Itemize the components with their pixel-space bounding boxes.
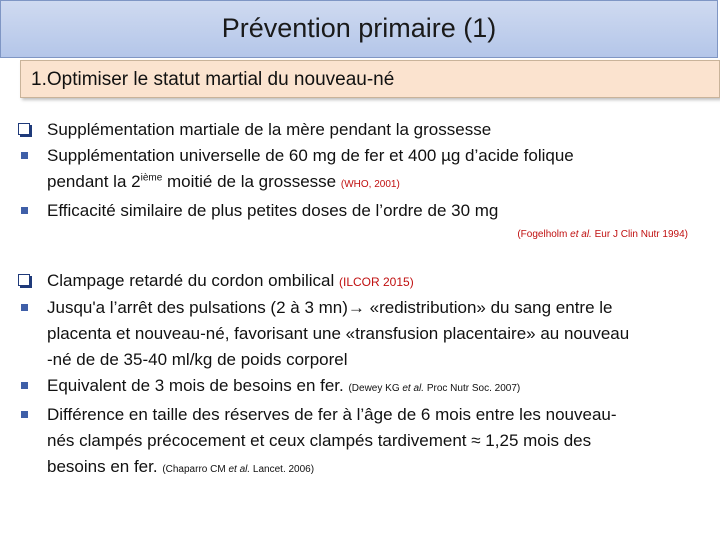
section2-bullet-1 [10, 295, 710, 373]
citation-part: (Fogelholm [517, 229, 571, 240]
text: besoins en fer. [47, 457, 163, 476]
citation: (WHO, 2001) [340, 179, 400, 190]
citation-part: (Dewey KG [348, 383, 403, 394]
citation [348, 383, 520, 394]
checkbox-bullet-icon [14, 268, 34, 294]
text: -né de de 35-40 ml/kg de poids corporel [47, 350, 348, 369]
section1-bullet-2 [10, 198, 710, 224]
citation-part: (Chaparro CM [162, 464, 229, 475]
section1-heading [10, 117, 710, 143]
slide-content [10, 117, 710, 483]
text: Supplémentation universelle de 60 mg de fer et 400 µg d’acide folique [47, 146, 574, 165]
section2-heading-text: Clampage retardé du cordon ombilical [47, 271, 339, 290]
text: placenta et nouveau-né, favorisant une «transfusion placentaire» au nouveau [47, 324, 630, 343]
citation-etal: et al. [402, 383, 425, 394]
section2-bullet-3 [10, 402, 710, 483]
text: pendant la 2 [47, 172, 141, 191]
citation-fogelholm [10, 224, 710, 246]
text: Equivalent de 3 mois de besoins en fer. [47, 376, 349, 395]
citation [162, 464, 314, 475]
superscript: ième [140, 172, 163, 184]
square-bullet-icon [14, 143, 34, 169]
text: Différence en taille des réserves de fer à l’âge de 6 mois entre les nouveau- [47, 405, 617, 424]
subtitle-box [20, 60, 720, 98]
citation-etal: et al. [570, 229, 592, 240]
citation-part: Lancet. 2006) [250, 464, 315, 475]
section2-heading [10, 268, 710, 295]
square-bullet-icon [14, 295, 34, 321]
section1-bullet-1 [10, 143, 710, 198]
square-bullet-icon [14, 198, 34, 224]
subtitle: 1.Optimiser le statut martial du nouveau-né [31, 69, 395, 90]
checkbox-bullet-icon [14, 117, 34, 143]
square-bullet-icon [14, 402, 34, 428]
citation-etal: et al. [228, 464, 251, 475]
citation-part: Proc Nutr Soc. 2007) [424, 383, 521, 394]
text: Efficacité similaire de plus petites doses de l’ordre de 30 mg [47, 201, 499, 220]
text: Jusqu'a l’arrêt des pulsations (2 à 3 mn)→ «redistribution» du sang entre le [47, 298, 613, 317]
square-bullet-icon [14, 373, 34, 399]
text: moitié de la grossesse [162, 172, 341, 191]
section1-heading-text: Supplémentation martiale de la mère pendant la grossesse [47, 120, 492, 139]
citation-part: Eur J Clin Nutr 1994) [591, 229, 688, 240]
citation: (ILCOR 2015) [339, 275, 414, 289]
section2-bullet-2 [10, 373, 710, 402]
text: nés clampés précocement et ceux clampés tardivement ≈ 1,25 mois des [47, 431, 592, 450]
slide-title-bar [0, 0, 718, 58]
slide-title: Prévention primaire (1) [221, 13, 497, 43]
